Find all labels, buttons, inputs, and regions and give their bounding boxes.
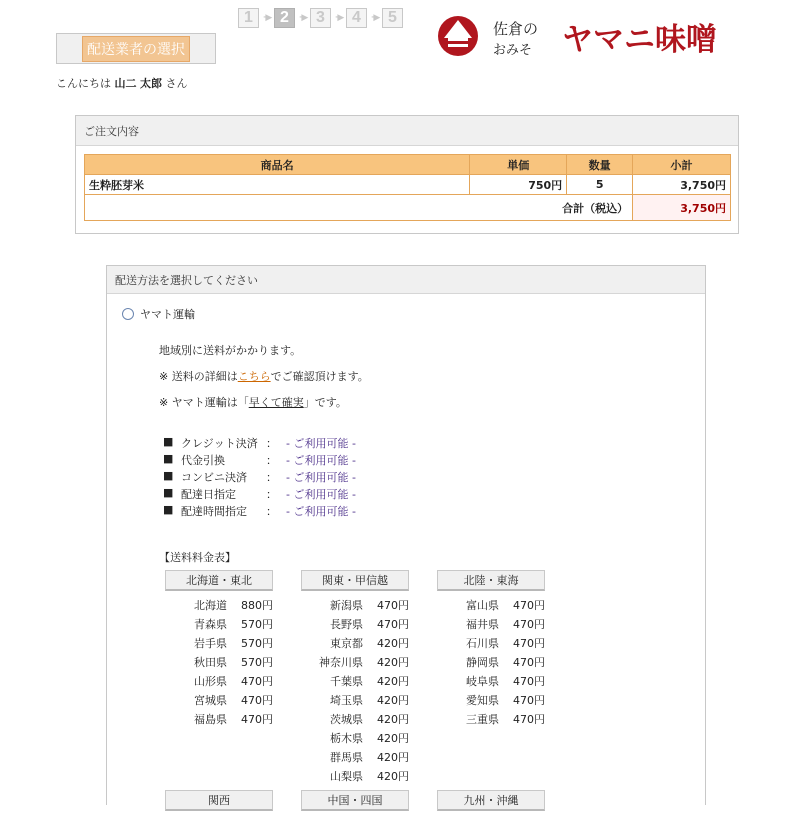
feature-name: 配達時間指定 [181, 505, 247, 518]
prefecture-fee: 470円 [513, 693, 545, 707]
order-table-header [85, 155, 731, 175]
prefecture-fee: 420円 [377, 655, 409, 669]
prefecture-name: 北海道 [194, 598, 227, 612]
prefecture-name: 神奈川県 [319, 655, 363, 669]
region-header: 九州・沖縄 [437, 790, 545, 811]
list-item [301, 595, 409, 614]
item-qty: 5 [567, 175, 633, 195]
list-item [165, 671, 273, 690]
step-3: 3 [310, 8, 331, 28]
greeting [56, 75, 188, 91]
prefecture-name: 愛知県 [466, 693, 499, 707]
feature-name: クレジット決済 [181, 437, 258, 450]
prefecture-fee: 470円 [513, 674, 545, 688]
prefecture-fee: 470円 [513, 712, 545, 726]
list-item [165, 690, 273, 709]
page-title-label: 配送業者の選択 [82, 36, 190, 62]
region-header: 関西 [165, 790, 273, 811]
note2-suffix: でご確認頂けます。 [270, 370, 369, 383]
square-bullet-icon: ■ [163, 486, 174, 499]
prefecture-fee: 570円 [241, 636, 273, 650]
shipping-note-2 [159, 368, 369, 384]
feature-colon: ： [266, 454, 277, 467]
list-item [437, 633, 545, 652]
shipping-detail-link[interactable]: こちら [237, 370, 271, 383]
prefecture-name: 茨城県 [330, 712, 363, 726]
feature-row [163, 486, 356, 502]
prefecture-name: 富山県 [466, 598, 499, 612]
square-bullet-icon: ■ [163, 503, 174, 516]
user-last-name: 山二 [114, 77, 137, 90]
list-item [301, 747, 409, 766]
prefecture-name: 山梨県 [330, 769, 363, 783]
step-arrow-icon: ···▶ [334, 13, 343, 23]
total-label: 合計（税込） [85, 195, 633, 221]
shipping-panel-title: 配送方法を選択してください [107, 266, 705, 294]
feature-status: - ご利用可能 - [286, 505, 356, 518]
prefecture-name: 東京都 [330, 636, 363, 650]
prefecture-name: 宮城県 [194, 693, 227, 707]
list-item [437, 614, 545, 633]
list-item [437, 652, 545, 671]
region-block [301, 790, 409, 815]
prefecture-name: 長野県 [330, 617, 363, 631]
feature-row [163, 469, 356, 485]
shipping-note-3 [159, 394, 347, 410]
prefecture-name: 埼玉県 [330, 693, 363, 707]
region-block [437, 570, 545, 728]
radio-button[interactable] [122, 308, 134, 320]
feature-name: 配達日指定 [181, 488, 236, 501]
prefecture-name: 群馬県 [330, 750, 363, 764]
region-block [437, 790, 545, 815]
step-indicator [238, 8, 403, 28]
prefecture-fee: 570円 [241, 617, 273, 631]
prefecture-fee: 470円 [513, 617, 545, 631]
feature-name: コンビニ決済 [181, 471, 247, 484]
order-panel-title: ご注文内容 [76, 116, 738, 146]
order-summary-panel [75, 115, 739, 234]
list-item [437, 690, 545, 709]
prefecture-fee: 470円 [241, 674, 273, 688]
step-4: 4 [346, 8, 367, 28]
feature-status: - ご利用可能 - [286, 471, 356, 484]
user-first-name: 太郎 [140, 77, 162, 90]
region-header: 中国・四国 [301, 790, 409, 811]
region-block [165, 790, 273, 815]
list-item [301, 671, 409, 690]
square-bullet-icon: ■ [163, 435, 174, 448]
square-bullet-icon: ■ [163, 452, 174, 465]
feature-colon: ： [266, 471, 277, 484]
note3-emphasis: 早くて確実 [248, 396, 304, 409]
prefecture-name: 石川県 [466, 636, 499, 650]
greeting-prefix: こんにちは [56, 77, 111, 90]
prefecture-fee: 420円 [377, 712, 409, 726]
step-arrow-icon: ···▶ [298, 13, 307, 23]
prefecture-name: 秋田県 [194, 655, 227, 669]
prefecture-fee: 880円 [241, 598, 273, 612]
step-1: 1 [238, 8, 259, 28]
col-product: 商品名 [85, 155, 470, 175]
shipping-method-panel [106, 265, 706, 805]
prefecture-fee: 470円 [377, 617, 409, 631]
feature-status: - ご利用可能 - [286, 437, 356, 450]
list-item [437, 709, 545, 728]
prefecture-fee: 470円 [513, 655, 545, 669]
list-item [301, 709, 409, 728]
prefecture-fee: 470円 [377, 598, 409, 612]
prefecture-name: 岩手県 [194, 636, 227, 650]
list-item [301, 690, 409, 709]
greeting-suffix: さん [165, 77, 188, 90]
prefecture-name: 福井県 [466, 617, 499, 631]
list-item [437, 671, 545, 690]
list-item [301, 766, 409, 785]
prefecture-fee: 420円 [377, 693, 409, 707]
region-header: 北海道・東北 [165, 570, 273, 591]
feature-row [163, 452, 356, 468]
total-row [85, 195, 731, 221]
prefecture-fee: 570円 [241, 655, 273, 669]
prefecture-name: 岐阜県 [466, 674, 499, 688]
prefecture-name: 栃木県 [330, 731, 363, 745]
logo-subtitle-bottom: おみそ [493, 43, 533, 58]
list-item [165, 633, 273, 652]
prefecture-fee: 470円 [241, 693, 273, 707]
note3-prefix: ※ ヤマト運輸は「 [159, 396, 249, 409]
square-bullet-icon: ■ [163, 469, 174, 482]
logo-subtitle-top: 佐倉の [493, 20, 539, 38]
region-header: 北陸・東海 [437, 570, 545, 591]
rate-table-title: 【送料料金表】 [159, 551, 236, 564]
prefecture-name: 福島県 [194, 712, 227, 726]
list-item [165, 652, 273, 671]
order-table [84, 154, 731, 221]
region-block [165, 570, 273, 728]
prefecture-fee: 470円 [513, 636, 545, 650]
page-title [56, 33, 216, 64]
list-item [165, 709, 273, 728]
logo-brand-name: ヤマニ味噌 [562, 22, 717, 58]
feature-row [163, 503, 356, 519]
prefecture-name: 千葉県 [330, 674, 363, 688]
prefecture-fee: 470円 [513, 598, 545, 612]
list-item [165, 614, 273, 633]
shipping-option-yamato[interactable] [122, 306, 195, 322]
list-item [301, 728, 409, 747]
prefecture-name: 静岡県 [466, 655, 499, 669]
list-item [165, 595, 273, 614]
region-header: 関東・甲信越 [301, 570, 409, 591]
prefecture-fee: 420円 [377, 674, 409, 688]
shipping-note-1: 地域別に送料がかかります。 [159, 344, 302, 357]
region-block [301, 570, 409, 785]
feature-colon: ： [266, 488, 277, 501]
step-arrow-icon: ···▶ [370, 13, 379, 23]
feature-status: - ご利用可能 - [286, 488, 356, 501]
prefecture-name: 山形県 [194, 674, 227, 688]
prefecture-name: 新潟県 [330, 598, 363, 612]
prefecture-fee: 420円 [377, 769, 409, 783]
table-row [85, 175, 731, 195]
step-arrow-icon: ···▶ [262, 13, 271, 23]
note2-prefix: ※ 送料の詳細は [159, 370, 238, 383]
item-name: 生粋胚芽米 [85, 175, 470, 195]
total-value: 3,750円 [633, 195, 731, 221]
col-qty: 数量 [567, 155, 633, 175]
prefecture-fee: 470円 [241, 712, 273, 726]
list-item [301, 652, 409, 671]
col-subtotal: 小計 [633, 155, 731, 175]
feature-colon: ： [266, 505, 277, 518]
feature-colon: ： [266, 437, 277, 450]
prefecture-fee: 420円 [377, 750, 409, 764]
list-item [301, 614, 409, 633]
step-5: 5 [382, 8, 403, 28]
prefecture-name: 青森県 [194, 617, 227, 631]
feature-status: - ご利用可能 - [286, 454, 356, 467]
item-subtotal: 3,750円 [633, 175, 731, 195]
prefecture-name: 三重県 [466, 712, 499, 726]
prefecture-fee: 420円 [377, 731, 409, 745]
brand-logo [436, 8, 741, 63]
step-2: 2 [274, 8, 295, 28]
note3-suffix: 」です。 [303, 396, 347, 409]
list-item [301, 633, 409, 652]
shipping-option-label: ヤマト運輸 [140, 308, 195, 321]
item-price: 750円 [470, 175, 567, 195]
feature-name: 代金引換 [181, 454, 225, 467]
feature-row [163, 435, 356, 451]
prefecture-fee: 420円 [377, 636, 409, 650]
list-item [437, 595, 545, 614]
col-price: 単価 [470, 155, 567, 175]
